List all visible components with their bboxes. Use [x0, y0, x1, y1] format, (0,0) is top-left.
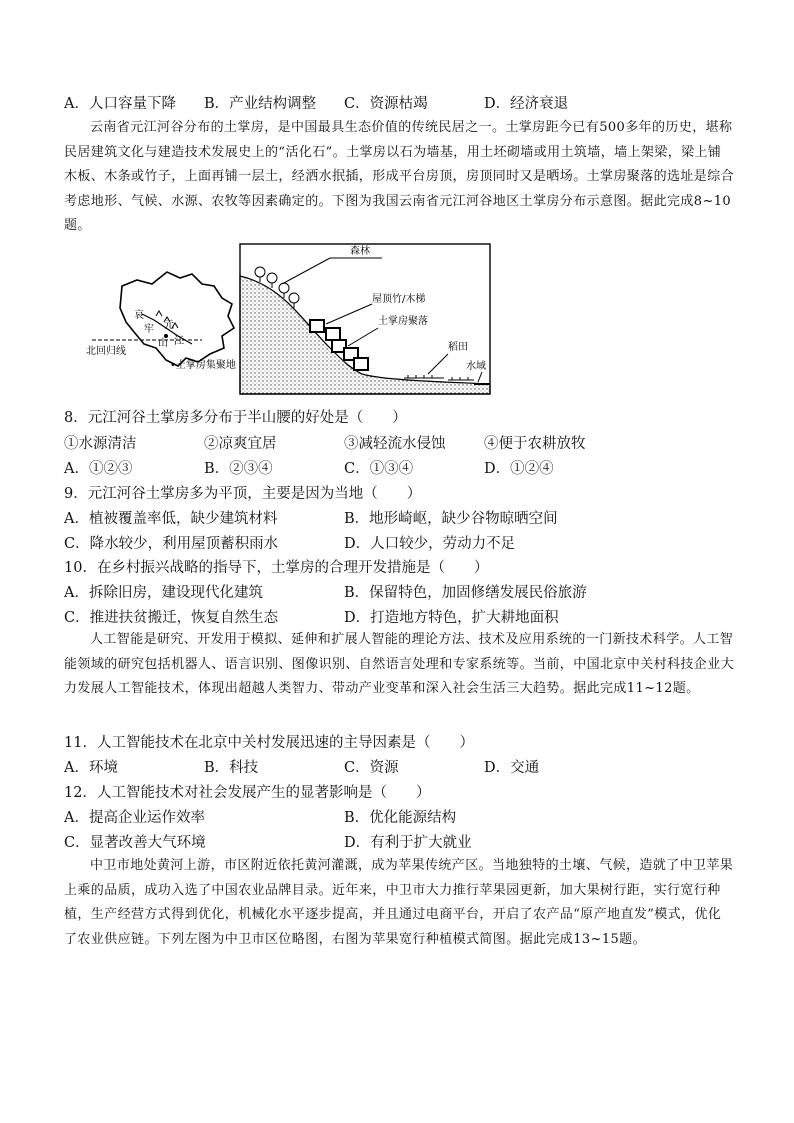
label-legend: •土掌房集聚地 — [170, 360, 236, 371]
q7-option-a: A．人口容量下降 — [64, 96, 176, 112]
tuzhangfang-figure — [82, 236, 498, 400]
hillside — [240, 276, 490, 394]
q10-option-d: D．打造地方特色，扩大耕地面积 — [344, 610, 559, 626]
q11-option-d: D．交通 — [484, 760, 540, 776]
label-forest: 森林 — [350, 246, 370, 257]
label-settlement: 土掌房聚落 — [378, 316, 428, 327]
q11-option-a: A．环境 — [64, 760, 118, 776]
label-shan: 山 — [158, 338, 168, 349]
label-yuan: 元 — [164, 320, 174, 331]
passage-zhongwei — [64, 854, 734, 952]
tuzhangfang-map-and-profile — [82, 236, 498, 400]
label-ai: 哀 — [134, 310, 144, 321]
q8-option-a: A．①②③ — [64, 461, 133, 477]
q8-option-d: D．①②④ — [484, 461, 554, 477]
q10-option-a: A．拆除旧房，建设现代化建筑 — [64, 585, 263, 601]
q7-option-c: C．资源枯竭 — [344, 96, 428, 112]
q8-stem: 8．元江河谷土掌房多分布于半山腰的好处是（ ） — [64, 410, 407, 426]
q11-option-b: B．科技 — [204, 760, 259, 776]
q12-option-a: A．提高企业运作效率 — [64, 810, 205, 826]
q12-option-c: C．显著改善大气环境 — [64, 835, 206, 851]
label-paddy: 稻田 — [448, 342, 468, 353]
q11-option-c: C．资源 — [344, 760, 399, 776]
q8-item-4: ④便于农耕放牧 — [484, 436, 586, 452]
passage-ai-text: 人工智能是研究、开发用于模拟、延伸和扩展人智能的理论方法、技术及应用系统的一门新技术科学。人工智能领域的研究包括机器人、语言识别、图像识别、自然语言处理和专家系统等。当前，中国北京中关村科技企业大力发展人工智能技术，体现出超越人类智力、带动产业变革和深入社会生活三大趋势。据此完成11~12题。 — [64, 632, 735, 696]
q9-option-b: B．地形崎岖，缺少谷物晾晒空间 — [344, 511, 558, 527]
q11-stem: 11．人工智能技术在北京中关村发展迅速的主导因素是（ ） — [64, 735, 474, 751]
passage-zhongwei-text: 中卫市地处黄河上游，市区附近依托黄河灌溉，成为苹果传统产区。当地独特的土壤、气候，造就了中卫苹果上乘的品质，成功入选了中国农业品牌目录。近年来，中卫市大力推行苹果园更新，加大果树行距，实行宽行种植，生产经营方式得到优化，机械化水平逐步提高，并且通过电商平台，开启了农产品“原产地直发”模式，优化了农业供应链。下列左图为中卫市区位略图，右图为苹果宽行种植模式简图。据此完成13~15题。 — [64, 858, 734, 947]
q12-option-d: D．有利于扩大就业 — [344, 835, 472, 851]
q12-stem: 12．人工智能技术对社会发展产生的显著影响是（ ） — [64, 785, 431, 801]
q8-item-2: ②凉爽宜居 — [204, 436, 277, 452]
q9-stem: 9．元江河谷土掌房多为平顶，主要是因为当地（ ） — [64, 486, 422, 502]
q9-option-a: A．植被覆盖率低，缺少建筑材料 — [64, 511, 278, 527]
q8-option-b: B．②③④ — [204, 461, 273, 477]
q9-option-c: C．降水较少，利用屋顶蓄积雨水 — [64, 536, 279, 552]
passage-tuzhangfang-text: 云南省元江河谷分布的土掌房，是中国最具生态价值的传统民居之一。土掌房距今已有500多年的历史，堪称民居建筑文化与建造技术发展史上的“活化石”。土掌房以石为墙基，用土坯砌墙或用土筑墙，墙上架梁，梁上铺木板、木条或竹子，上面再铺一层土，经洒水抿插，形成平台房顶，房顶同时又是晒场。土掌房聚落的选址是综合考虑地形、气候、水源、农牧等因素确定的。下图为我国云南省元江河谷地区土掌房分布示意图。据此完成8~10题。 — [64, 120, 735, 233]
label-tropic: 北回归线 — [86, 346, 126, 357]
label-water: 水域 — [466, 361, 486, 372]
q10-stem: 10．在乡村振兴战略的指导下，土掌房的合理开发措施是（ ） — [64, 560, 489, 576]
q12-option-b: B．优化能源结构 — [344, 810, 457, 826]
q7-option-b: B．产业结构调整 — [204, 96, 317, 112]
q9-option-d: D．人口较少，劳动力不足 — [344, 536, 516, 552]
label-jiang: 江 — [174, 336, 184, 347]
q10-option-b: B．保留特色，加固修缮发展民俗旅游 — [344, 585, 587, 601]
passage-ai — [64, 628, 734, 702]
q10-option-c: C．推进扶贫搬迁，恢复自然生态 — [64, 610, 279, 626]
q8-option-c: C．①③④ — [344, 461, 414, 477]
paddy-field — [404, 375, 474, 380]
label-lao: 牢 — [144, 324, 154, 335]
q7-option-d: D．经济衰退 — [484, 96, 569, 112]
label-roof: 屋顶竹/木梯 — [372, 294, 426, 305]
q8-item-1: ①水源清洁 — [64, 436, 137, 452]
passage-tuzhangfang — [64, 116, 734, 239]
q8-item-3: ③减轻流水侵蚀 — [344, 436, 446, 452]
